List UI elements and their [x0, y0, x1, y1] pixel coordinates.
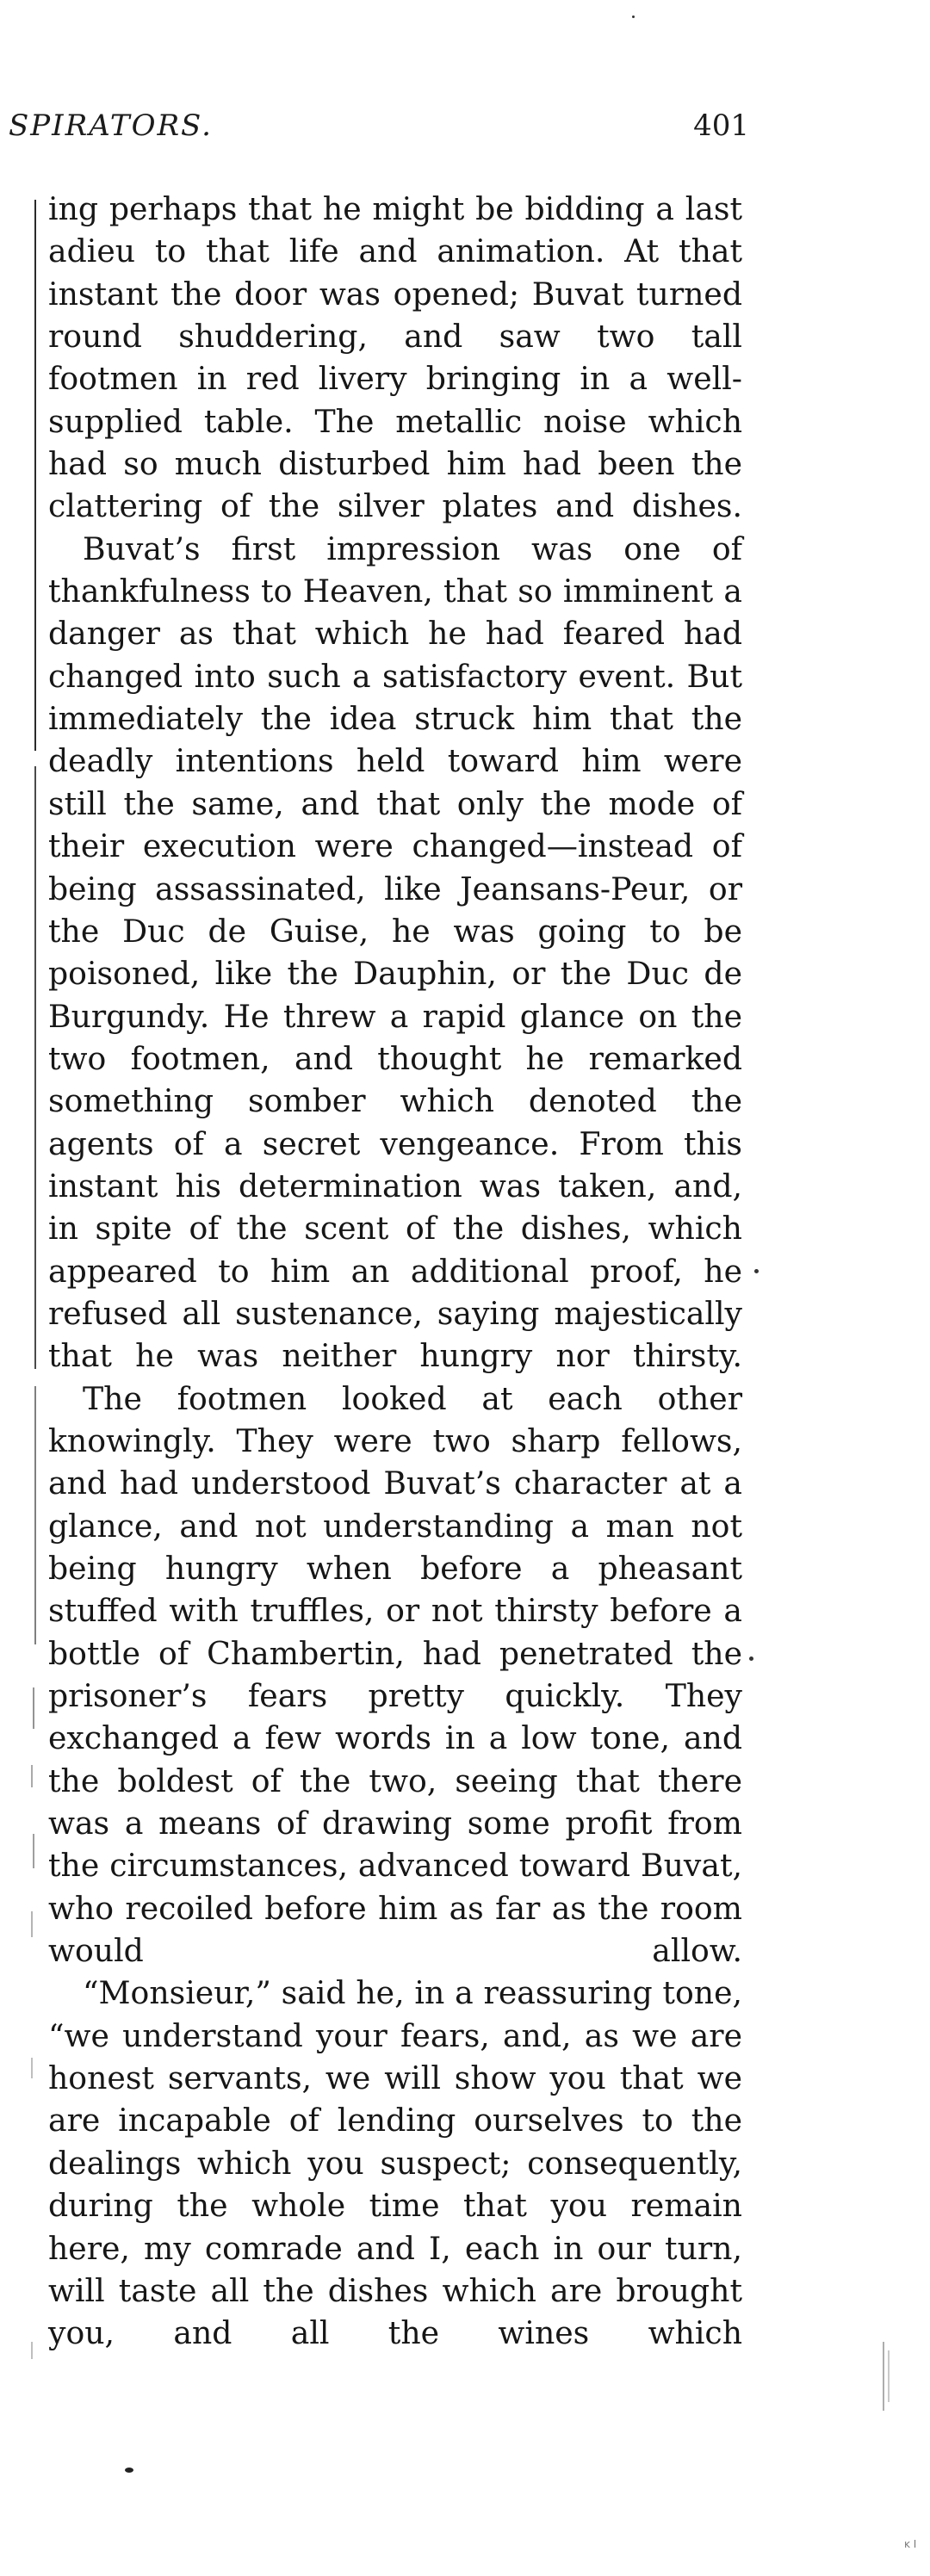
gutter-line [34, 766, 36, 1369]
gutter-line [31, 1911, 33, 1937]
speck [749, 1656, 753, 1661]
gutter-line [31, 2342, 33, 2359]
paragraph: Buvat’s first impression was one of thankfulness to Heaven, that so imminent a danger as that which he had feared had changed into such a satisfactory event. But immediately the idea struck him that the deadly intentions held toward him were still the same, and that only the mode of their execution were changed—instead of being assassinated, like Jeansans-Peur, or the Duc de Guise, he was going to be poisoned, like the Dauphin, or the Duc de Burgundy. He threw a rapid glance on the two footmen, and thought he remarked something somber which denoted the agents of a secret vengeance. From this instant his determination was taken, and, in spite of the scent of the dishes, which appeared to him an additional proof, he refused all sustenance, saying majestically that he was neither hungry nor thirsty. [48, 529, 742, 1375]
body-text [48, 188, 742, 2355]
margin-marks [883, 2342, 891, 2411]
gutter-line [34, 1386, 36, 1644]
gutter-line [33, 1687, 34, 1729]
speck [125, 2468, 133, 2473]
gutter-line [33, 1834, 34, 1868]
speck [754, 1269, 759, 1273]
gutter-line [34, 200, 36, 751]
paragraph: ing perhaps that he might be bidding a last adieu to that life and animation. At that instant the door was opened; Buvat turned round shuddering, and saw two tall footmen in red livery bringing in a well-supplied table. The metallic noise which had so much disturbed him had been the clattering of the silver plates and dishes. [48, 190, 742, 525]
paragraph: “Monsieur,” said he, in a reassuring tone, “we understand your fears, and, as we are honest servants, we will show you that we are incapable of lending ourselves to the dealings which you suspect; consequently, during the whole time that you remain here, my comrade and I, each in our turn, will taste all the dishes which are brought you, and all the wines which [48, 1974, 742, 2352]
page-number: 401 [693, 108, 749, 143]
page-header [9, 108, 749, 152]
corner-mark: ĸ I [904, 2538, 917, 2550]
gutter-line [31, 1765, 33, 1787]
gutter-line [31, 2058, 33, 2078]
paragraph: The footmen looked at each other knowingly. They were two sharp fellows, and had understood Buvat’s character at a glance, and not understanding a man not being hungry when before a pheasant stuffed with truffles, or not thirsty before a bottle of Chambertin, had penetrated the prisoner’s fears pretty quickly. They exchanged a few words in a low tone, and the boldest of the two, seeing that there was a means of drawing some profit from the circumstances, advanced toward Buvat, who recoiled before him as far as the room would allow. [48, 1379, 742, 1970]
speck [632, 15, 635, 18]
running-head: SPIRATORS. [9, 108, 213, 143]
